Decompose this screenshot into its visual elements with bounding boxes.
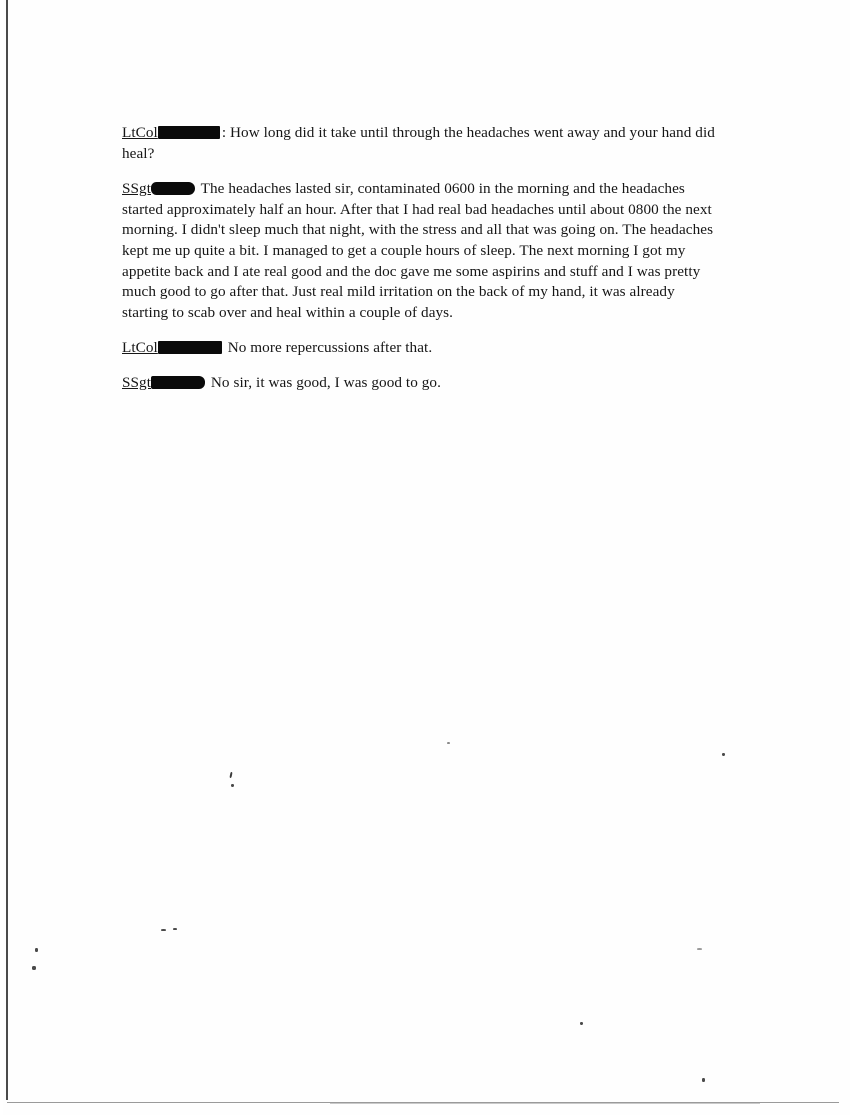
redaction-bar	[151, 376, 205, 389]
speaker-label: SSgt	[122, 373, 152, 391]
speaker-punct: :	[221, 124, 227, 141]
paragraph-text: No more repercussions after that.	[227, 339, 433, 357]
scan-edge-artifact-bottom-secondary	[330, 1103, 760, 1104]
redaction-bar	[158, 126, 220, 139]
redaction-bar	[151, 182, 195, 195]
scan-speckle	[173, 928, 177, 930]
speaker-label: LtCol	[122, 124, 158, 141]
scan-speckle	[161, 929, 166, 931]
transcript-paragraph	[122, 179, 716, 323]
transcript-paragraph	[122, 373, 716, 394]
paragraph-text: No sir, it was good, I was good to go.	[210, 373, 441, 391]
scan-speckle	[229, 772, 232, 778]
paragraph-text: How long did it take until through the headaches went away and your hand did heal?	[122, 124, 715, 162]
scan-speckle	[702, 1078, 705, 1082]
scan-speckle	[580, 1022, 583, 1025]
scan-speckle	[35, 948, 38, 952]
scan-edge-artifact-left	[6, 0, 8, 1100]
transcript-body	[122, 123, 716, 408]
page-left-margin	[0, 0, 3, 1115]
speaker-label: LtCol	[122, 339, 158, 357]
transcript-paragraph	[122, 338, 716, 359]
redaction-bar	[158, 341, 222, 354]
scan-speckle	[32, 966, 36, 970]
transcript-paragraph	[122, 123, 716, 164]
speaker-label: SSgt	[122, 180, 152, 198]
scan-speckle	[722, 753, 725, 756]
scan-speckle	[447, 742, 450, 744]
scan-speckle	[697, 948, 702, 950]
scan-speckle	[231, 784, 234, 787]
paragraph-text: The headaches lasted sir, contaminated 0600 in the morning and the headaches started approximately half an hour. After that I had real bad headaches until about 0800 the next morning. I didn't sleep much that night, with the stress and all that was going on. The headaches kept me up quite a bit. I managed to get a couple hours of sleep. The next morning I got my appetite back and I ate real good and the doc gave me some aspirins and stuff and I was pretty much good to go after that. Just real mild irritation on the back of my hand, it was already starting to scab over and heal within a couple of days.	[122, 180, 714, 321]
